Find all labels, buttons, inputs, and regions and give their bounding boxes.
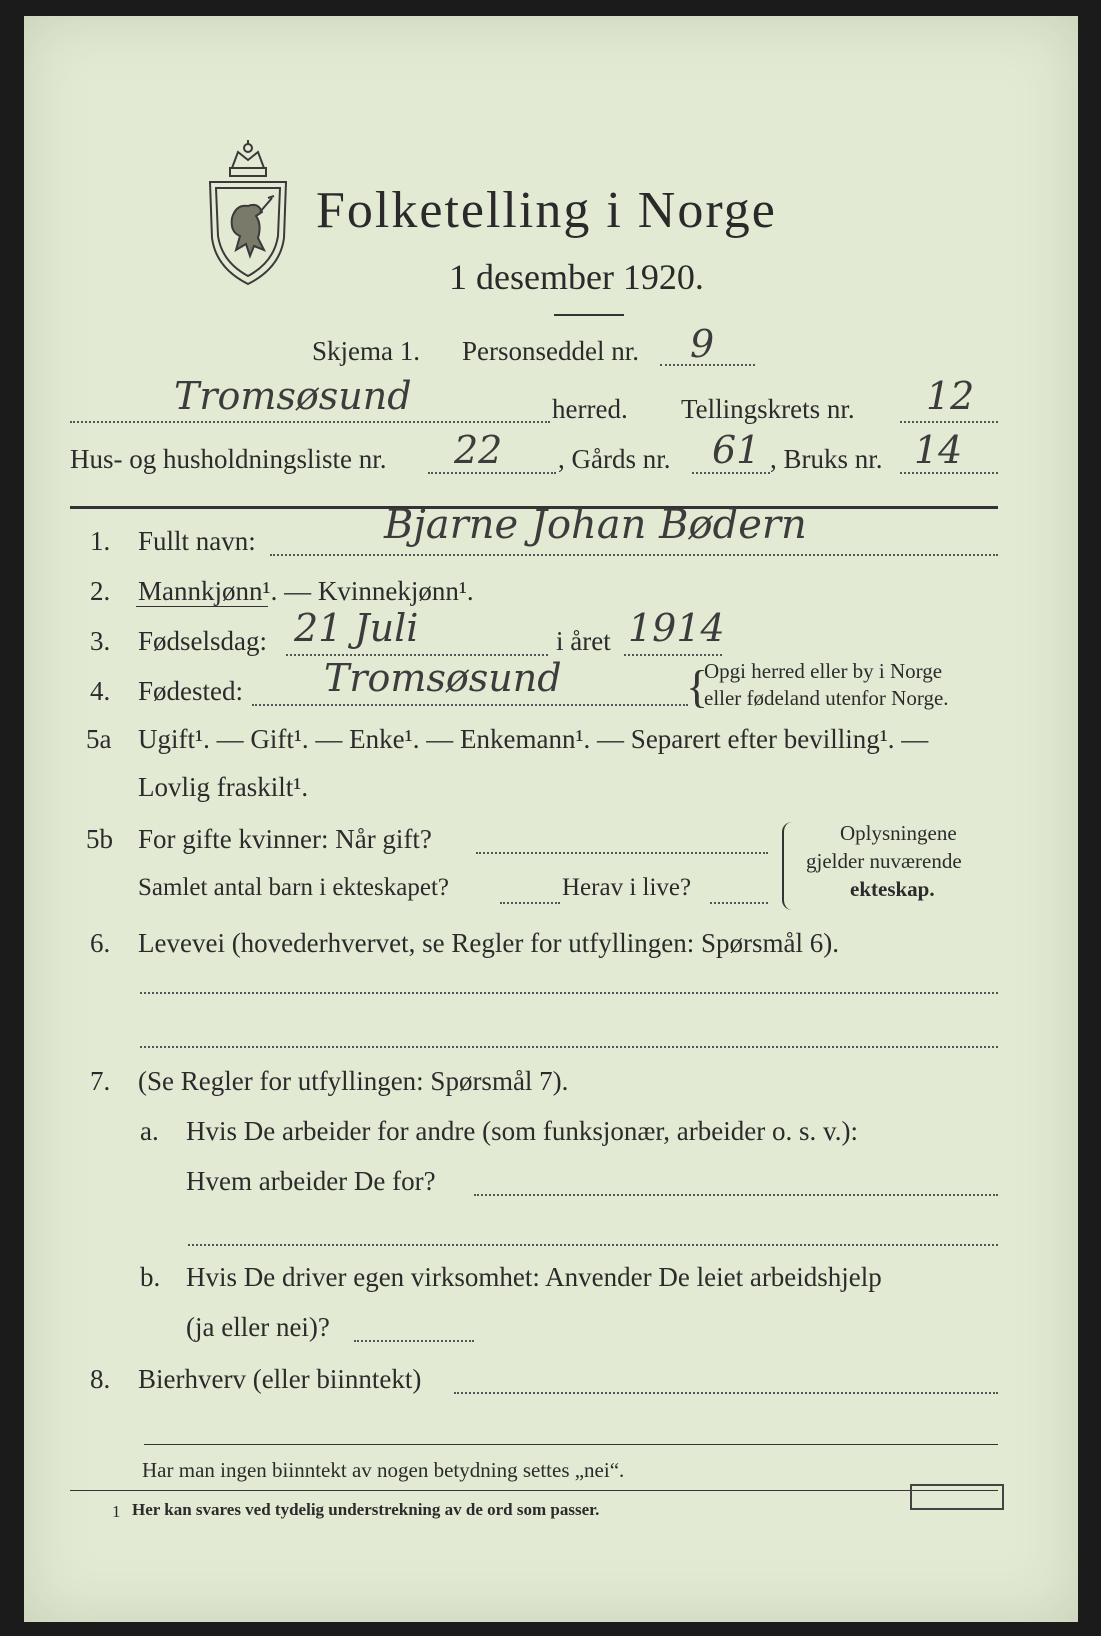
bruks-label: , Bruks nr. — [770, 444, 883, 474]
q1-label: Fullt navn: — [138, 526, 256, 556]
tellingskrets-field-line — [900, 421, 998, 423]
q1-field-line — [270, 554, 998, 556]
q5b-children-field-line — [500, 902, 560, 904]
gards-value[interactable]: 61 — [712, 428, 761, 472]
norwegian-coat-of-arms-icon — [202, 138, 294, 288]
form-title: Folketelling i Norge — [316, 182, 777, 239]
q5a-label-line2: Lovlig fraskilt¹. — [138, 772, 309, 802]
q3-year-label: i året — [556, 626, 611, 656]
q3-year-value[interactable]: 1914 — [628, 606, 725, 650]
herred-value[interactable]: Tromsøsund — [174, 374, 412, 418]
q2-selection-underline — [136, 606, 268, 607]
husliste-label: Hus- og husholdningsliste nr. — [70, 444, 387, 474]
q5b-alive-field-line — [710, 902, 768, 904]
q3-label: Fødselsdag: — [138, 626, 268, 656]
herred-field-line — [70, 421, 550, 423]
census-form — [24, 16, 1078, 1622]
q7b-answer-field-line — [354, 1340, 474, 1342]
q6-field-line2 — [140, 1046, 998, 1048]
q5b-children-label: Samlet antal barn i ekteskapet? — [138, 874, 449, 901]
q7a-letter: a. — [140, 1116, 159, 1146]
q6-label: Levevei (hovederhvervet, se Regler for utfyllingen: Spørsmål 6). — [138, 928, 840, 958]
q1-value[interactable]: Bjarne Johan Bødern — [384, 502, 807, 548]
bruks-field-line — [900, 472, 998, 474]
q1-number: 1. — [90, 526, 111, 556]
q5b-note-line2: gjelder nuværende — [806, 849, 962, 873]
census-date: 1 desember 1920. — [449, 257, 704, 297]
husliste-field-line — [428, 472, 556, 474]
q3-value[interactable]: 21 Juli — [294, 606, 419, 650]
q5b-note-line3: ekteskap. — [850, 877, 935, 901]
herred-label: herred. — [552, 394, 628, 424]
q7b-label: Hvis De driver egen virksomhet: Anvender De leiet arbeidshjelp — [186, 1262, 882, 1292]
q8-label: Bierhverv (eller biinntekt) — [138, 1364, 422, 1394]
tellingskrets-label: Tellingskrets nr. — [681, 394, 855, 424]
q7a-employer-field-line2 — [188, 1244, 998, 1246]
q4-note-line2: eller fødeland utenfor Norge. — [704, 686, 949, 710]
q5b-married-field-line — [476, 852, 768, 854]
q4-brace: { — [686, 661, 709, 712]
bruks-value[interactable]: 14 — [914, 428, 963, 472]
q5b-alive-label: Herav i live? — [562, 874, 692, 901]
footnote-rule — [70, 1490, 998, 1491]
q4-field-line — [252, 704, 688, 706]
footnote-mark: 1 — [112, 1502, 121, 1521]
q5a-label: Ugift¹. — Gift¹. — Enke¹. — Enkemann¹. — Separert efter bevilling¹. — — [138, 724, 929, 754]
q5b-label: For gifte kvinner: Når gift? — [138, 824, 432, 854]
q5b-number: 5b — [86, 824, 113, 854]
personseddel-value[interactable]: 9 — [690, 322, 715, 366]
q4-label: Fødested: — [138, 676, 243, 706]
q5b-bracket — [782, 822, 794, 910]
husliste-value[interactable]: 22 — [454, 428, 503, 472]
q7-number: 7. — [90, 1066, 111, 1096]
q8-field-line — [454, 1392, 998, 1394]
q2-number: 2. — [90, 576, 111, 606]
q6-number: 6. — [90, 928, 111, 958]
q3-year-field-line — [624, 654, 722, 656]
q6-field-line1 — [140, 992, 998, 994]
q5b-note-line1: Oplysningene — [840, 821, 957, 845]
tellingskrets-value[interactable]: 12 — [926, 374, 975, 418]
q8-note: Har man ingen biinntekt av nogen betydning settes „nei“. — [142, 1458, 625, 1482]
q7b-letter: b. — [140, 1262, 161, 1292]
printer-stamp-icon — [910, 1484, 1004, 1510]
q4-value[interactable]: Tromsøsund — [324, 656, 562, 700]
q7a-label: Hvis De arbeider for andre (som funksjonær, arbeider o. s. v.): — [186, 1116, 858, 1146]
personseddel-label: Personseddel nr. — [462, 336, 639, 366]
q4-note-line1: Opgi herred eller by i Norge — [704, 659, 943, 683]
gards-label: , Gårds nr. — [558, 444, 671, 474]
q7a-employer-label: Hvem arbeider De for? — [186, 1166, 436, 1196]
footnote-text: Her kan svares ved tydelig understrekning av de ord som passer. — [132, 1500, 600, 1519]
q8-number: 8. — [90, 1364, 111, 1394]
q2-label: Mannkjønn¹. — Kvinnekjønn¹. — [138, 576, 474, 606]
title-divider — [554, 314, 624, 316]
q5a-number: 5a — [86, 724, 112, 754]
q7b-answer-label: (ja eller nei)? — [186, 1312, 330, 1342]
schema-label: Skjema 1. — [312, 336, 420, 366]
q4-number: 4. — [90, 676, 111, 706]
q8-field-line2 — [144, 1444, 998, 1445]
q3-number: 3. — [90, 626, 111, 656]
gards-field-line — [692, 472, 770, 474]
q7-label: (Se Regler for utfyllingen: Spørsmål 7). — [138, 1066, 569, 1096]
q7a-employer-field-line — [474, 1194, 998, 1196]
